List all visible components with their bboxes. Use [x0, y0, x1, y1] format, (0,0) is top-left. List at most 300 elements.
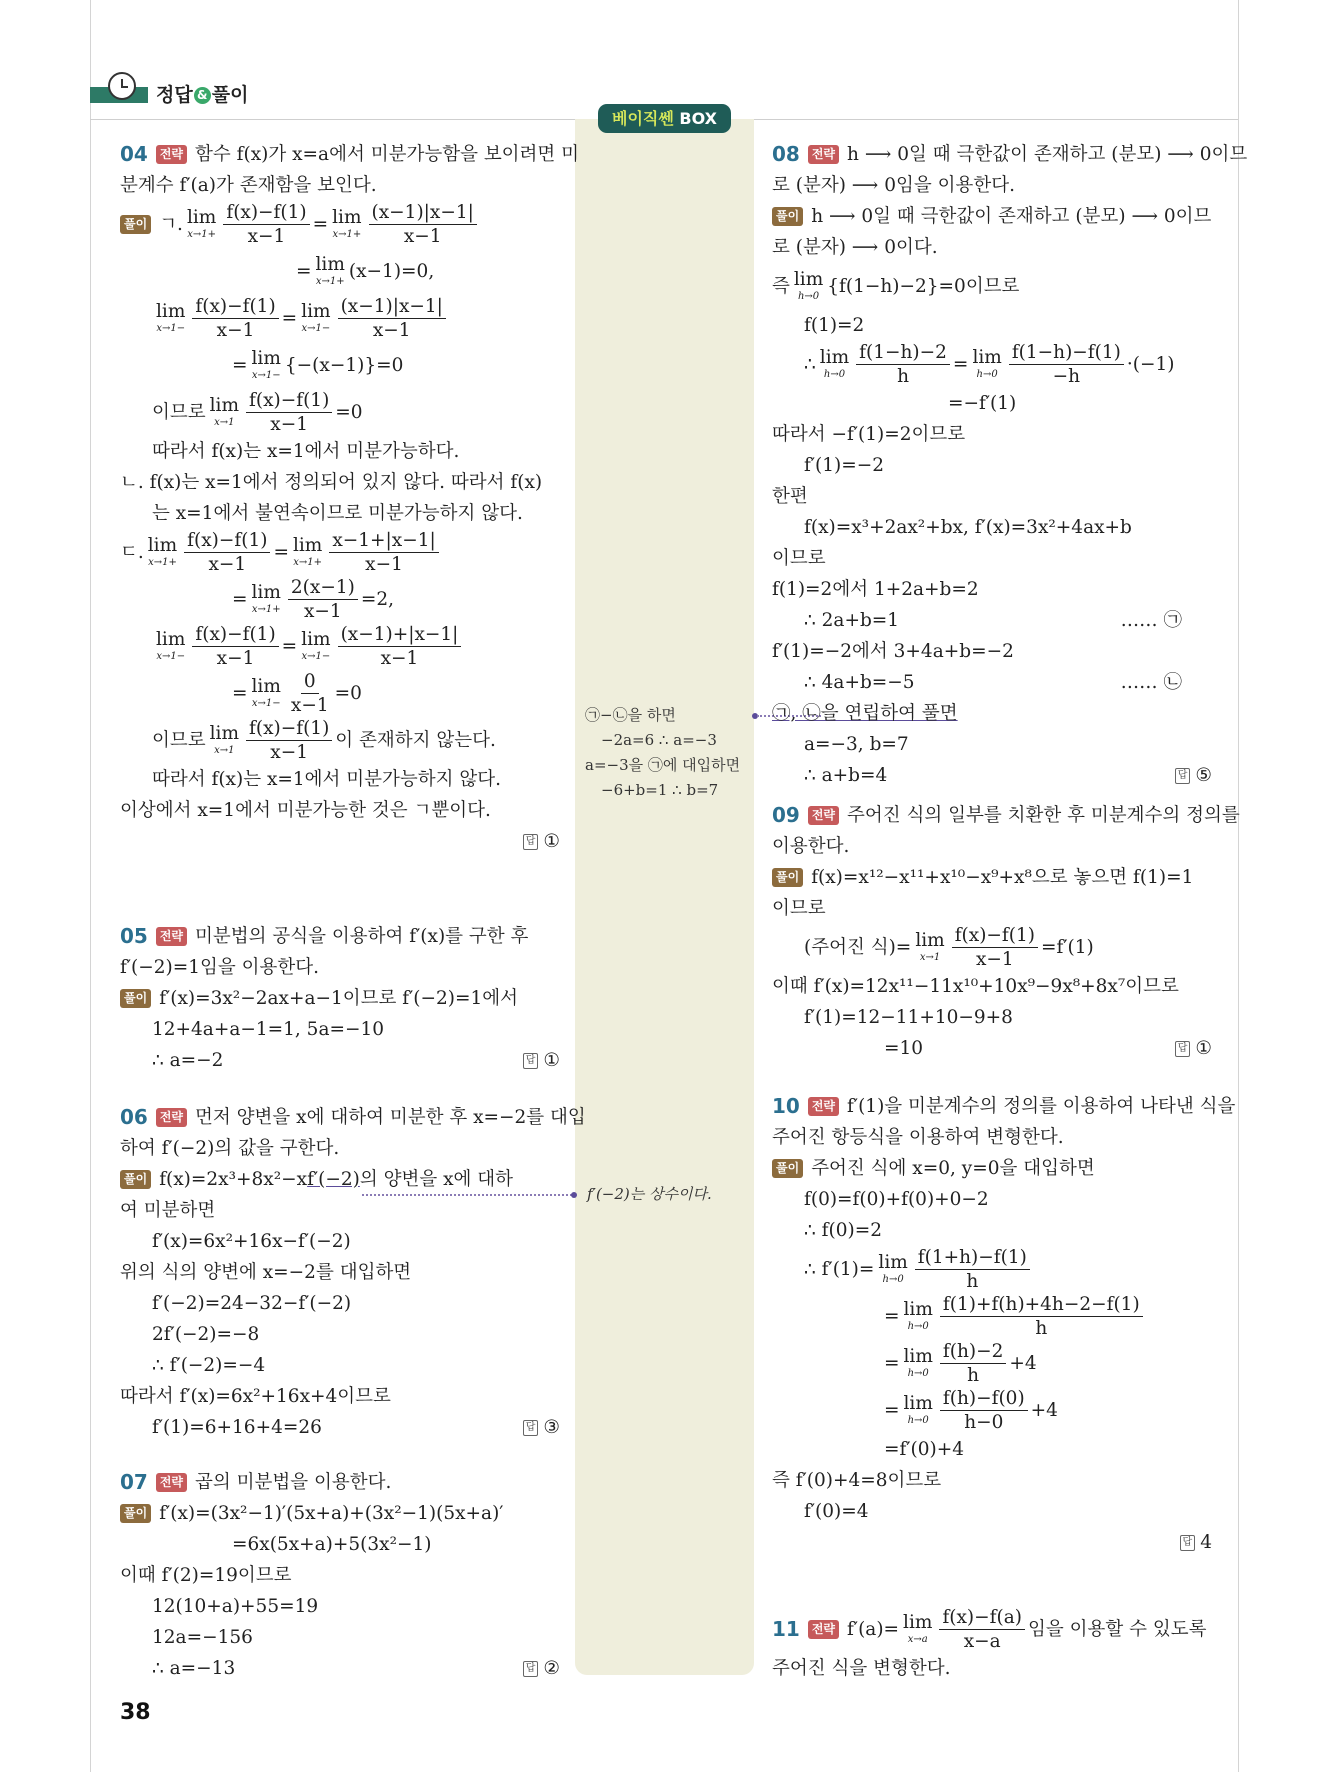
lim-subscript: x→1− — [251, 369, 281, 381]
solution-line — [772, 698, 1212, 729]
solution-text: 12+4a+a−1=1, 5a=−10 — [152, 1019, 385, 1040]
denominator: x−1 — [380, 648, 419, 669]
limit-operator — [794, 271, 823, 302]
solution-line — [772, 1387, 1212, 1434]
solution-line — [772, 971, 1212, 1002]
solution-line — [772, 1002, 1212, 1033]
lim-subscript: x→1+ — [315, 275, 345, 287]
limit-operator — [904, 1301, 933, 1332]
solution-line — [120, 389, 560, 436]
solution-block — [120, 921, 560, 1076]
solution-text: ∴ a+b=4 — [804, 765, 888, 786]
solution-text: +4 — [1030, 1400, 1058, 1421]
lim-subscript: x→1 — [214, 416, 235, 428]
solution-text: 주어진 항등식을 이용하여 변형한다. — [772, 1127, 1064, 1148]
solution-line — [772, 1122, 1212, 1153]
solution-text: = — [232, 683, 248, 704]
limit-operator — [187, 209, 216, 240]
denominator: x−1 — [403, 226, 442, 247]
solution-block — [772, 1606, 1212, 1684]
denominator: h — [1035, 1318, 1048, 1339]
solution-line — [120, 1653, 560, 1684]
strategy-badge: 전략 — [156, 1473, 187, 1492]
solution-line — [772, 543, 1212, 574]
fraction — [223, 202, 309, 248]
basic-box-label — [598, 104, 731, 133]
answer-value: ⑤ — [1195, 765, 1212, 786]
side-note-08 — [585, 703, 740, 803]
solution-text: =10 — [884, 1038, 924, 1059]
solution-line — [772, 263, 1212, 310]
side-note-line: −6+b=1 ∴ b=7 — [601, 781, 719, 799]
denominator: x−1 — [216, 648, 255, 669]
limit-operator — [252, 350, 281, 381]
solution-line — [120, 1381, 560, 1412]
fraction — [338, 296, 446, 342]
solution-text: 주어진 식을 변형한다. — [772, 1658, 951, 1679]
solution-text: f′(0)=4 — [804, 1501, 869, 1522]
fraction — [856, 342, 950, 388]
solution-text: f′(1)을 미분계수의 정의를 이용하여 나타낸 식을 — [847, 1096, 1236, 1117]
solution-text: f′(x)=(3x²−1)′(5x+a)+(3x²−1)(5x+a)′ — [159, 1503, 504, 1524]
denominator: x−1 — [304, 601, 342, 622]
solution-line — [120, 1195, 560, 1226]
solution-text: 로 (분자) ⟶ 0임을 이용한다. — [772, 175, 1015, 196]
lim-text: lim — [156, 629, 186, 651]
answer-mark — [523, 1412, 560, 1443]
solution-line — [120, 1102, 586, 1133]
side-note-line: a=−3을 ㉠에 대입하면 — [585, 756, 741, 774]
solution-line — [772, 481, 1212, 512]
answer-value: ① — [1195, 1038, 1212, 1059]
solution-badge: 풀이 — [120, 215, 151, 234]
solution-block — [772, 139, 1248, 791]
numerator: f(x)−f(1) — [952, 925, 1038, 948]
problem-number: 07 — [120, 1470, 148, 1494]
answer-mark — [1175, 1033, 1212, 1064]
solution-text: ∴ a=−2 — [152, 1050, 224, 1071]
lim-text: lim — [209, 395, 240, 417]
solution-text: = — [312, 214, 329, 235]
solution-text: ∴ — [804, 354, 816, 375]
solution-line — [772, 636, 1212, 667]
denominator: x−1 — [290, 695, 329, 716]
solution-line — [772, 450, 1212, 481]
limit-operator — [148, 537, 177, 568]
numerator: f(1−h)−f(1) — [1009, 342, 1124, 365]
solution-line — [120, 623, 560, 670]
fraction — [192, 296, 278, 342]
numerator: f(1+h)−f(1) — [915, 1247, 1030, 1270]
limit-operator — [156, 303, 185, 334]
solution-line — [120, 295, 560, 342]
lim-text: lim — [301, 629, 331, 651]
lim-subscript: h→0 — [823, 368, 846, 380]
solution-text: 의 양변을 x에 대하 — [359, 1169, 514, 1190]
solution-line — [120, 139, 580, 170]
denominator: x−1 — [975, 949, 1014, 970]
solution-text: f′(1)=−2 — [804, 455, 885, 476]
solution-line — [772, 1293, 1212, 1340]
fraction — [288, 577, 358, 623]
limit-operator — [332, 209, 361, 240]
solution-text: 임을 이용할 수 있도록 — [1027, 1619, 1207, 1640]
solution-text: ∴ a=−13 — [152, 1658, 236, 1679]
limit-operator — [252, 584, 281, 615]
answer-mark — [523, 1653, 560, 1684]
fraction — [329, 530, 438, 576]
lim-text: lim — [186, 207, 217, 229]
equation-label: …… ㉠ — [1120, 610, 1182, 631]
solution-line — [120, 952, 560, 983]
solution-text: 주어진 식의 일부를 치환한 후 미분계수의 정의를 — [847, 805, 1240, 826]
solution-text: 이용한다. — [772, 836, 850, 857]
solution-line — [772, 1246, 1212, 1293]
solution-line — [772, 1091, 1236, 1122]
numerator: f(x)−f(a) — [939, 1607, 1025, 1630]
lim-text: lim — [878, 1252, 908, 1274]
lim-text: lim — [147, 535, 178, 557]
numerator: (x−1)|x−1| — [369, 202, 477, 225]
lim-subscript: x→1− — [301, 650, 331, 662]
solution-line — [772, 201, 1212, 232]
solution-line — [120, 201, 560, 248]
solution-text: f(0)=f(0)+f(0)+0−2 — [804, 1189, 989, 1210]
solution-text: = — [952, 354, 969, 375]
solution-line — [120, 826, 560, 857]
denominator: x−1 — [372, 320, 411, 341]
solution-text: h ⟶ 0일 때 극한값이 존재하고 (분모) ⟶ 0이므 — [847, 144, 1248, 165]
solution-line — [120, 1498, 560, 1529]
solution-line — [772, 924, 1212, 971]
underlined-text: f′(−2) — [307, 1169, 360, 1190]
fraction — [338, 624, 462, 670]
solution-text: 따라서 f(x)는 x=1에서 미분가능하지 않다. — [152, 769, 502, 790]
answer-icon: 답 — [523, 1053, 539, 1069]
solution-text: = — [296, 261, 312, 282]
section-title-solution: 풀이 — [211, 84, 249, 106]
solution-badge: 풀이 — [772, 868, 803, 887]
solution-text: (x−1)=0, — [348, 261, 435, 282]
fraction — [915, 1247, 1030, 1293]
numerator: f(x)−f(1) — [223, 202, 309, 225]
solution-text: ∴ f′(1)= — [804, 1259, 875, 1280]
strategy-badge: 전략 — [808, 145, 839, 164]
solution-text: 즉 f′(0)+4=8이므로 — [772, 1470, 942, 1491]
solution-line — [772, 1653, 1212, 1684]
answer-mark — [523, 826, 560, 857]
lim-text: lim — [251, 582, 281, 604]
side-note-line: ㉠−㉡을 하면 — [585, 706, 676, 724]
solution-line — [772, 1527, 1212, 1558]
solution-text: {−(x−1)}=0 — [284, 355, 404, 376]
solution-line — [772, 760, 1212, 791]
limit-operator — [210, 397, 239, 428]
problem-number: 05 — [120, 924, 148, 948]
solution-line — [772, 1465, 1212, 1496]
solution-line — [120, 170, 560, 201]
solution-text: f(1)=2 — [804, 315, 865, 336]
lim-text: lim — [251, 676, 281, 698]
numerator: f(h)−2 — [940, 1341, 1006, 1364]
solution-line — [772, 831, 1212, 862]
denominator: h — [897, 366, 909, 387]
solution-line — [120, 764, 560, 795]
denominator: −h — [1052, 366, 1081, 387]
lim-text: lim — [292, 535, 323, 557]
answer-icon: 답 — [1175, 768, 1191, 784]
solution-text: h ⟶ 0일 때 극한값이 존재하고 (분모) ⟶ 0이므 — [811, 206, 1212, 227]
denominator: h — [966, 1271, 979, 1292]
solution-text: 이상에서 x=1에서 미분가능한 것은 ㄱ뿐이다. — [120, 800, 491, 821]
lim-text: lim — [903, 1299, 933, 1321]
lim-text: lim — [156, 301, 186, 323]
solution-block — [772, 800, 1240, 1064]
solution-text: = — [884, 1306, 900, 1327]
fraction — [940, 1341, 1006, 1387]
answer-value: ① — [543, 1050, 560, 1071]
limit-operator — [210, 725, 239, 756]
solution-text: f′(−2)=1임을 이용한다. — [120, 957, 320, 978]
solution-line — [772, 1153, 1212, 1184]
solution-line — [120, 921, 560, 952]
lim-subscript: x→1− — [156, 322, 186, 334]
numerator: f(x)−f(1) — [184, 530, 270, 553]
equation-label: …… ㉡ — [1120, 672, 1182, 693]
solution-badge: 풀이 — [772, 207, 803, 226]
answer-mark — [1180, 1527, 1212, 1558]
denominator: h — [967, 1365, 980, 1386]
solution-line — [772, 1340, 1212, 1387]
limit-operator — [820, 349, 849, 380]
box-title-korean: 베이직쎈 — [612, 109, 674, 128]
lim-subscript: x→a — [907, 1633, 928, 1645]
solution-block — [772, 1091, 1236, 1558]
solution-text: = — [281, 308, 298, 329]
box-title-english: BOX — [679, 109, 717, 128]
answer-icon: 답 — [1175, 1041, 1191, 1057]
lim-text: lim — [209, 723, 240, 745]
lim-text: lim — [915, 930, 945, 952]
problem-number: 11 — [772, 1617, 800, 1641]
lim-text: lim — [903, 1393, 933, 1415]
solution-text: = — [273, 542, 289, 563]
solution-line — [772, 862, 1212, 893]
denominator: x−1 — [270, 742, 309, 763]
basic-box-column — [575, 119, 754, 1675]
problem-number: 04 — [120, 142, 148, 166]
solution-line — [120, 1226, 560, 1257]
solution-text: 이므로 — [772, 548, 826, 569]
fraction — [246, 390, 332, 436]
denominator: x−a — [963, 1631, 1001, 1652]
solution-text: a=−3, b=7 — [804, 734, 909, 755]
limit-operator — [878, 1254, 907, 1285]
numerator: f(x)−f(1) — [246, 390, 332, 413]
solution-line — [772, 1033, 1212, 1064]
solution-line — [120, 1529, 560, 1560]
solution-line — [772, 170, 1212, 201]
solution-line — [120, 1319, 560, 1350]
answer-icon: 답 — [523, 1661, 539, 1677]
solution-text: f′(1)=6+16+4=26 — [152, 1417, 322, 1438]
solution-text: = — [232, 589, 248, 610]
solution-text: =0 — [334, 683, 362, 704]
solution-line — [120, 1560, 560, 1591]
lim-subscript: h→0 — [907, 1320, 929, 1332]
denominator: x−1 — [208, 554, 247, 575]
solution-line — [120, 1164, 560, 1195]
solution-text: f′(1)=12−11+10−9+8 — [804, 1007, 1013, 1028]
page-border-left — [90, 0, 91, 1772]
clock-icon — [108, 72, 136, 100]
solution-text: = — [281, 636, 298, 657]
strategy-badge: 전략 — [808, 1620, 839, 1639]
solution-line — [772, 388, 1212, 419]
solution-line — [120, 529, 560, 576]
solution-text: 주어진 식에 x=0, y=0을 대입하면 — [811, 1158, 1095, 1179]
numerator: f(h)−f(0) — [940, 1388, 1028, 1411]
fraction — [939, 1607, 1025, 1653]
fraction — [1009, 342, 1124, 388]
solution-line — [772, 1434, 1212, 1465]
solution-line — [772, 419, 1212, 450]
solution-text: ∴ f′(−2)=−4 — [152, 1355, 266, 1376]
lim-text: lim — [793, 269, 824, 291]
solution-line — [120, 342, 560, 389]
lim-text: lim — [903, 1612, 933, 1634]
solution-line — [772, 1606, 1212, 1653]
solution-block — [120, 139, 580, 857]
underlined-text: ㉠, ㉡을 연립하여 풀면 — [772, 703, 958, 724]
solution-line — [120, 1591, 560, 1622]
solution-text: ㄷ. — [120, 542, 144, 563]
solution-text: 위의 식의 양변에 x=−2를 대입하면 — [120, 1262, 412, 1283]
page-border-right — [1238, 0, 1239, 1772]
solution-text: f′(x)=6x²+16x−f′(−2) — [152, 1231, 351, 1252]
solution-line — [772, 310, 1212, 341]
solution-line — [120, 467, 560, 498]
numerator: f(1−h)−2 — [856, 342, 950, 365]
solution-line — [772, 667, 1212, 698]
solution-text: 는 x=1에서 불연속이므로 미분가능하지 않다. — [152, 503, 523, 524]
solution-text: 로 (분자) ⟶ 0이다. — [772, 237, 938, 258]
solution-text: 한편 — [772, 486, 808, 507]
lim-subscript: x→1 — [919, 951, 941, 963]
solution-line — [772, 1496, 1212, 1527]
solution-text: 따라서 f(x)는 x=1에서 미분가능하다. — [152, 441, 460, 462]
answer-value: ③ — [543, 1417, 560, 1438]
answer-icon: 답 — [523, 834, 539, 850]
limit-operator — [293, 537, 322, 568]
answer-value: ② — [543, 1658, 560, 1679]
answer-icon: 답 — [1180, 1535, 1196, 1551]
solution-text: = — [232, 355, 248, 376]
numerator: (x−1)|x−1| — [338, 296, 446, 319]
solution-text: 여 미분하면 — [120, 1200, 216, 1221]
strategy-badge: 전략 — [808, 806, 839, 825]
solution-text: =f′(1) — [1040, 937, 1094, 958]
limit-operator — [972, 349, 1001, 380]
fraction — [369, 202, 477, 248]
solution-text: 이므로 — [152, 402, 206, 423]
solution-line — [120, 1014, 560, 1045]
solution-line — [772, 232, 1212, 263]
answer-icon: 답 — [523, 1420, 539, 1436]
answer-value: ① — [543, 831, 560, 852]
fraction — [952, 925, 1038, 971]
limit-operator — [156, 631, 185, 662]
solution-line — [120, 1257, 560, 1288]
lim-text: lim — [903, 1346, 933, 1368]
solution-text: 이 존재하지 않는다. — [335, 730, 496, 751]
lim-subscript: x→1+ — [148, 556, 177, 568]
solution-block — [120, 1102, 586, 1443]
fraction — [184, 530, 270, 576]
solution-text: 이때 f′(x)=12x¹¹−11x¹⁰+10x⁹−9x⁸+8x⁷이므로 — [772, 976, 1179, 997]
numerator: (x−1)+|x−1| — [338, 624, 462, 647]
section-title — [156, 80, 248, 107]
problem-number: 06 — [120, 1105, 148, 1129]
solution-line — [120, 670, 560, 717]
solution-text: f(x)=x¹²−x¹¹+x¹⁰−x⁹+x⁸으로 놓으면 f(1)=1 — [811, 867, 1194, 888]
ampersand-badge: & — [194, 87, 211, 104]
lim-subscript: x→1+ — [251, 603, 281, 615]
solution-text: ㄴ. f(x)는 x=1에서 정의되어 있지 않다. 따라서 f(x) — [120, 472, 543, 493]
solution-text: 즉 — [772, 276, 790, 297]
solution-badge: 풀이 — [772, 1159, 803, 1178]
solution-line — [120, 1133, 560, 1164]
solution-text: 이므로 — [152, 730, 206, 751]
solution-text: f(x)=x³+2ax²+bx, f′(x)=3x²+4ax+b — [804, 517, 1132, 538]
solution-line — [772, 1215, 1212, 1246]
solution-text: = — [884, 1353, 900, 1374]
denominator: x−1 — [247, 226, 286, 247]
lim-subscript: x→1+ — [293, 556, 323, 568]
solution-badge: 풀이 — [120, 1170, 151, 1189]
solution-line — [772, 139, 1248, 170]
limit-operator — [316, 256, 345, 287]
limit-operator — [903, 1614, 932, 1645]
solution-line — [772, 341, 1212, 388]
solution-badge: 풀이 — [120, 989, 151, 1008]
denominator: h−0 — [964, 1412, 1004, 1433]
solution-text: 2f′(−2)=−8 — [152, 1324, 260, 1345]
solution-text: 하여 f′(−2)의 값을 구한다. — [120, 1138, 340, 1159]
solution-text: 이때 f′(2)=19이므로 — [120, 1565, 292, 1586]
strategy-badge: 전략 — [156, 1108, 187, 1127]
lim-subscript: h→0 — [882, 1273, 904, 1285]
denominator: x−1 — [216, 320, 255, 341]
solution-text: 미분법의 공식을 이용하여 f′(x)를 구한 후 — [195, 926, 529, 947]
lim-text: lim — [819, 347, 850, 369]
problem-number: 10 — [772, 1094, 800, 1118]
solution-text: 먼저 양변을 x에 대하여 미분한 후 x=−2를 대입 — [195, 1107, 586, 1128]
limit-operator — [301, 303, 330, 334]
lim-text: lim — [301, 301, 331, 323]
page-number: 38 — [120, 1700, 151, 1725]
solution-text: f′(1)=−2에서 3+4a+b=−2 — [772, 641, 1014, 662]
solution-line — [120, 498, 560, 529]
numerator: f(1)+f(h)+4h−2−f(1) — [940, 1294, 1143, 1317]
solution-text: f′(−2)=24−32−f′(−2) — [152, 1293, 352, 1314]
solution-text: {f(1−h)−2}=0이므로 — [827, 276, 1020, 297]
problem-number: 09 — [772, 803, 800, 827]
solution-text: ·(−1) — [1126, 354, 1175, 375]
limit-operator — [252, 678, 281, 709]
numerator: f(x)−f(1) — [246, 718, 332, 741]
solution-block — [120, 1467, 560, 1684]
